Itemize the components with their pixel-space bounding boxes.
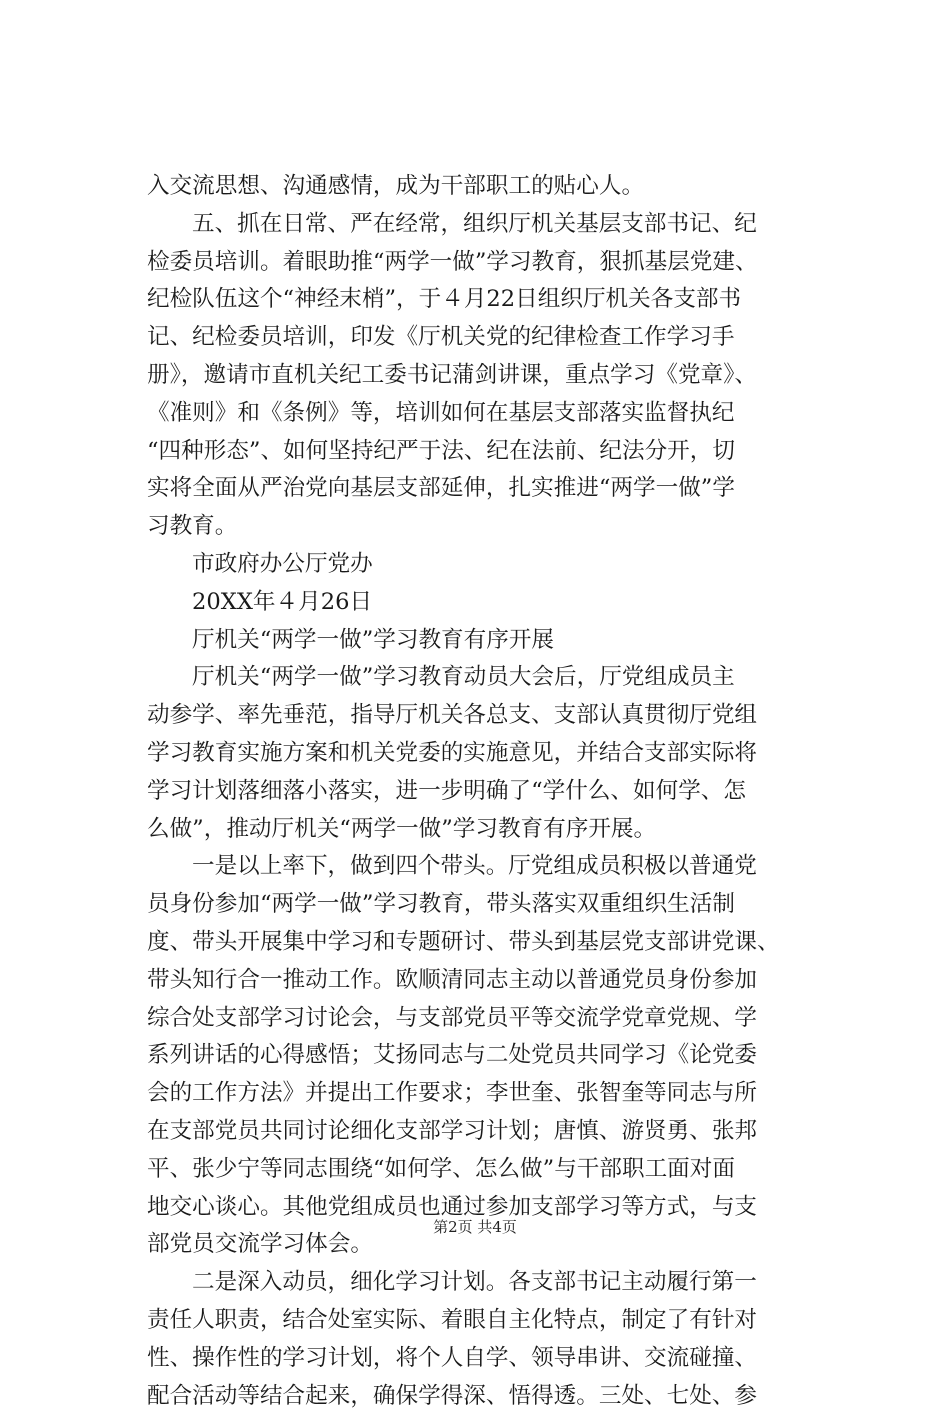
- text-line: 一是以上率下，做到四个带头。厅党组成员积极以普通党: [147, 848, 837, 886]
- text-line: 《准则》和《条例》等，培训如何在基层支部落实监督执纪: [147, 395, 837, 433]
- text-line: 二是深入动员，细化学习计划。各支部书记主动履行第一: [147, 1264, 837, 1302]
- text-line: 么做”，推动厅机关“两学一做”学习教育有序开展。: [147, 811, 837, 849]
- text-line: 系列讲话的心得感悟；艾扬同志与二处党员共同学习《论党委: [147, 1037, 837, 1075]
- signature-date: 20XX年４月26日: [147, 584, 837, 622]
- text-line: 记、纪检委员培训，印发《厅机关党的纪律检查工作学习手: [147, 319, 837, 357]
- text-line: 性、操作性的学习计划，将个人自学、领导串讲、交流碰撞、: [147, 1340, 837, 1378]
- text-line: 地交心谈心。其他党组成员也通过参加支部学习等方式，与支: [147, 1189, 837, 1227]
- text-line: 动参学、率先垂范，指导厅机关各总支、支部认真贯彻厅党组: [147, 697, 837, 735]
- text-line: 实将全面从严治党向基层支部延伸，扎实推进“两学一做”学: [147, 470, 837, 508]
- text-line: 在支部党员共同讨论细化支部学习计划；唐慎、游贤勇、张邦: [147, 1113, 837, 1151]
- page-number-footer: 第2页 共4页: [0, 1216, 950, 1237]
- text-line: “四种形态”、如何坚持纪严于法、纪在法前、纪法分开，切: [147, 433, 837, 471]
- section-title: 厅机关“两学一做”学习教育有序开展: [147, 622, 837, 660]
- text-line: 员身份参加“两学一做”学习教育，带头落实双重组织生活制: [147, 886, 837, 924]
- text-line: 检委员培训。着眼助推“两学一做”学习教育，狠抓基层党建、: [147, 244, 837, 282]
- signature-organization: 市政府办公厅党办: [147, 546, 837, 584]
- text-line: 会的工作方法》并提出工作要求；李世奎、张智奎等同志与所: [147, 1075, 837, 1113]
- text-line: 纪检队伍这个“神经末梢”，于４月22日组织厅机关各支部书: [147, 281, 837, 319]
- text-line: 度、带头开展集中学习和专题研讨、带头到基层党支部讲党课、: [147, 924, 837, 962]
- text-line: 习教育。: [147, 508, 837, 546]
- text-line: 带头知行合一推动工作。欧顺清同志主动以普通党员身份参加: [147, 962, 837, 1000]
- text-line: 平、张少宁等同志围绕“如何学、怎么做”与干部职工面对面: [147, 1151, 837, 1189]
- text-line: 五、抓在日常、严在经常，组织厅机关基层支部书记、纪: [147, 206, 837, 244]
- text-line: 责任人职责，结合处室实际、着眼自主化特点，制定了有针对: [147, 1302, 837, 1340]
- text-line: 册》，邀请市直机关纪工委书记蒲剑讲课，重点学习《党章》、: [147, 357, 837, 395]
- text-line: 学习计划落细落小落实，进一步明确了“学什么、如何学、怎: [147, 773, 837, 811]
- text-line: 部党员交流学习体会。: [147, 1226, 837, 1264]
- text-line: 厅机关“两学一做”学习教育动员大会后，厅党组成员主: [147, 659, 837, 697]
- text-line: 入交流思想、沟通感情，成为干部职工的贴心人。: [147, 168, 837, 206]
- text-line: 综合处支部学习讨论会，与支部党员平等交流学党章党规、学: [147, 1000, 837, 1038]
- text-line: 学习教育实施方案和机关党委的实施意见，并结合支部实际将: [147, 735, 837, 773]
- text-line: 配合活动等结合起来，确保学得深、悟得透。三处、七处、参: [147, 1378, 837, 1415]
